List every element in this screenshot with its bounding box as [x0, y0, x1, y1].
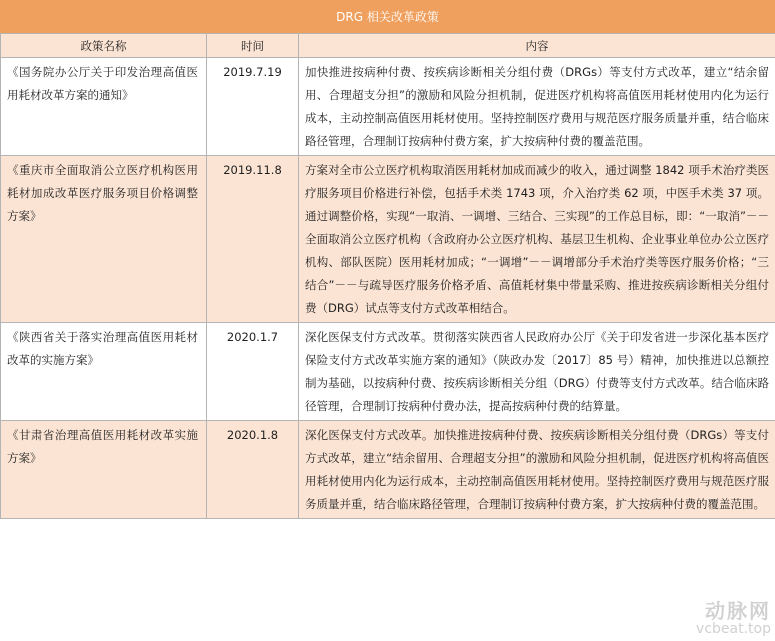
policy-content: 加快推进按病种付费、按疾病诊断相关分组付费（DRGs）等支付方式改革，建立“结余留用、合理超支分担”的激励和风险分担机制，促进医疗机构将高值医用耗材使用内化为运行成本，主动控制高值医用耗材使用。坚持控制医疗费用与规范医疗服务质量并重，结合临床路径管理，合理制订按病种付费方案，扩大按病种付费的覆盖范围。: [299, 58, 775, 156]
header-row: [1, 34, 775, 58]
policy-name: 《国务院办公厅关于印发治理高值医用耗材改革方案的通知》: [1, 58, 207, 156]
policy-date: 2019.11.8: [207, 156, 299, 323]
policy-date: 2020.1.7: [207, 323, 299, 421]
policy-date: 2019.7.19: [207, 58, 299, 156]
watermark-en: vcbeat.top: [696, 621, 771, 637]
policy-table: [0, 33, 775, 519]
table-title: DRG 相关改革政策: [0, 0, 775, 33]
policy-date: 2020.1.8: [207, 421, 299, 519]
policy-content: 深化医保支付方式改革。加快推进按病种付费、按疾病诊断相关分组付费（DRGs）等支付方式改革，建立“结余留用、合理超支分担”的激励和风险分担机制，促进医疗机构将高值医用耗材使用内化为运行成本，主动控制高值医用耗材使用。坚持控制医疗费用与规范医疗服务质量并重，结合临床路径管理，合理制订按病种付费方案，扩大按病种付费的覆盖范围。: [299, 421, 775, 519]
policy-content: 方案对全市公立医疗机构取消医用耗材加成而减少的收入，通过调整 1842 项手术治疗类医疗服务项目价格进行补偿，包括手术类 1743 项，介入治疗类 62 项，中医手术类 37 项。通过调整价格，实现“一取消、一调增、三结合、三实现”的工作总目标，即：“一取消”－－全面取消公立医疗机构（含政府办公立医疗机构、基层卫生机构、企业事业单位办公立医疗机构、部队医院）医用耗材加成；“一调增”－－调增部分手术治疗类等医疗服务价格；“三结合”－－与疏导医疗服务价格矛盾、高值耗材集中带量采购、推进按疾病诊断相关分组付费（DRG）试点等支付方式改革相结合。: [299, 156, 775, 323]
watermark-cn: 动脉网: [705, 599, 771, 623]
column-header-name: 政策名称: [1, 34, 207, 58]
table-row: [1, 323, 775, 421]
policy-name: 《重庆市全面取消公立医疗机构医用耗材加成改革医疗服务项目价格调整方案》: [1, 156, 207, 323]
policy-content: 深化医保支付方式改革。贯彻落实陕西省人民政府办公厅《关于印发省进一步深化基本医疗保险支付方式改革实施方案的通知》（陕政办发〔2017〕85 号）精神，加快推进以总额控制为基础，以按病种付费、按疾病诊断相关分组（DRG）付费等支付方式改革。结合临床路径管理，合理制订按病种付费办法，提高按病种付费的结算量。: [299, 323, 775, 421]
policy-name: 《陕西省关于落实治理高值医用耗材改革的实施方案》: [1, 323, 207, 421]
watermark-logo: [696, 600, 771, 637]
table-row: [1, 58, 775, 156]
table-row: [1, 156, 775, 323]
column-header-content: 内容: [299, 34, 775, 58]
policy-name: 《甘肃省治理高值医用耗材改革实施方案》: [1, 421, 207, 519]
table-row: [1, 421, 775, 519]
column-header-date: 时间: [207, 34, 299, 58]
